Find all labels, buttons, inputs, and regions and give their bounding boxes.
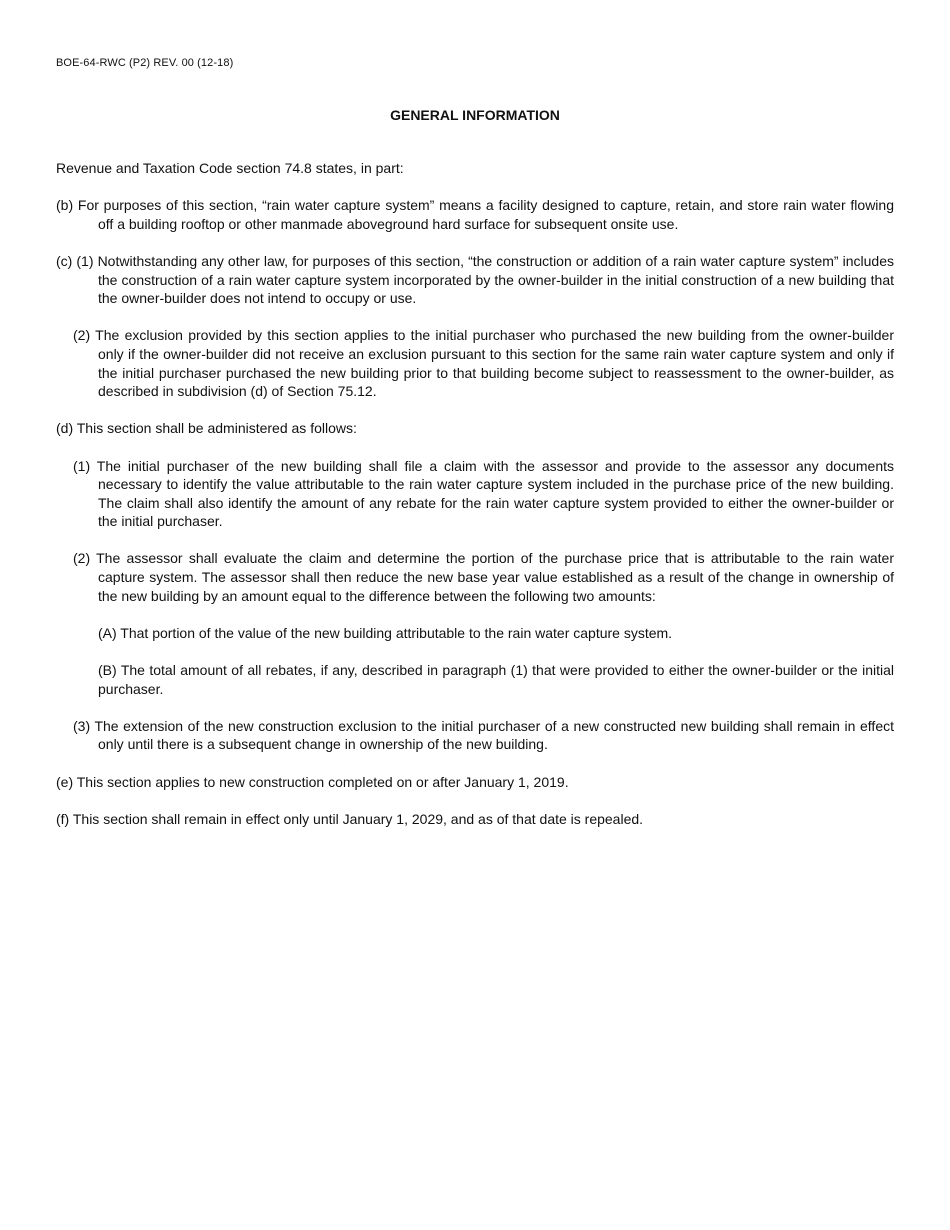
section-d1: (1) The initial purchaser of the new building shall file a claim with the assessor and provide to the assessor any documents necessary to identify the value attributable to the rain water capture system included in the purchase price of the new building. The claim shall also identify the amount of any rebate for the rain water capture system provided to either the owner-builder or the initial purchaser. xyxy=(73,457,894,530)
intro-paragraph: Revenue and Taxation Code section 74.8 states, in part: xyxy=(56,160,404,176)
statute-text xyxy=(56,159,894,847)
form-identifier: BOE-64-RWC (P2) REV. 00 (12-18) xyxy=(56,57,234,69)
section-d2-b: (B) The total amount of all rebates, if any, described in paragraph (1) that were provided to either the owner-builder or the initial purchaser. xyxy=(98,662,894,697)
page-title: GENERAL INFORMATION xyxy=(390,107,560,123)
section-c2: (2) The exclusion provided by this section applies to the initial purchaser who purchased the new building from the owner-builder only if the owner-builder did not receive an exclusion pursuant to this section for the same rain water capture system and only if the initial purchaser purchased the new building prior to that building become subject to reassessment to the owner-builder, as described in subdivision (d) of Section 75.12. xyxy=(73,327,894,400)
section-d2: (2) The assessor shall evaluate the claim and determine the portion of the purchase price that is attributable to the rain water capture system. The assessor shall then reduce the new base year value established as a result of the change in ownership of the new building by an amount equal to the difference between the following two amounts: xyxy=(73,550,894,604)
section-d2-a: (A) That portion of the value of the new building attributable to the rain water capture system. xyxy=(98,624,673,641)
section-f: (f) This section shall remain in effect only until January 1, 2029, and as of that date is repealed. xyxy=(56,810,644,827)
section-c1: (c) (1) Notwithstanding any other law, for purposes of this section, “the construction or addition of a rain water capture system” includes the construction of a rain water capture system incorporated by the owner-builder in the initial construction of a new building that the owner-builder does not intend to occupy or use. xyxy=(56,252,894,307)
section-d: (d) This section shall be administered as follows: xyxy=(56,420,357,437)
section-b: (b) For purposes of this section, “rain water capture system” means a facility designed to capture, retain, and store rain water flowing off a building rooftop or other manmade aboveground hard surface for subsequent onsite use. xyxy=(56,197,894,232)
section-e: (e) This section applies to new construction completed on or after January 1, 2019. xyxy=(56,773,569,790)
section-d3: (3) The extension of the new construction exclusion to the initial purchaser of a new constructed new building shall remain in effect only until there is a subsequent change in ownership of the new building. xyxy=(73,717,894,753)
